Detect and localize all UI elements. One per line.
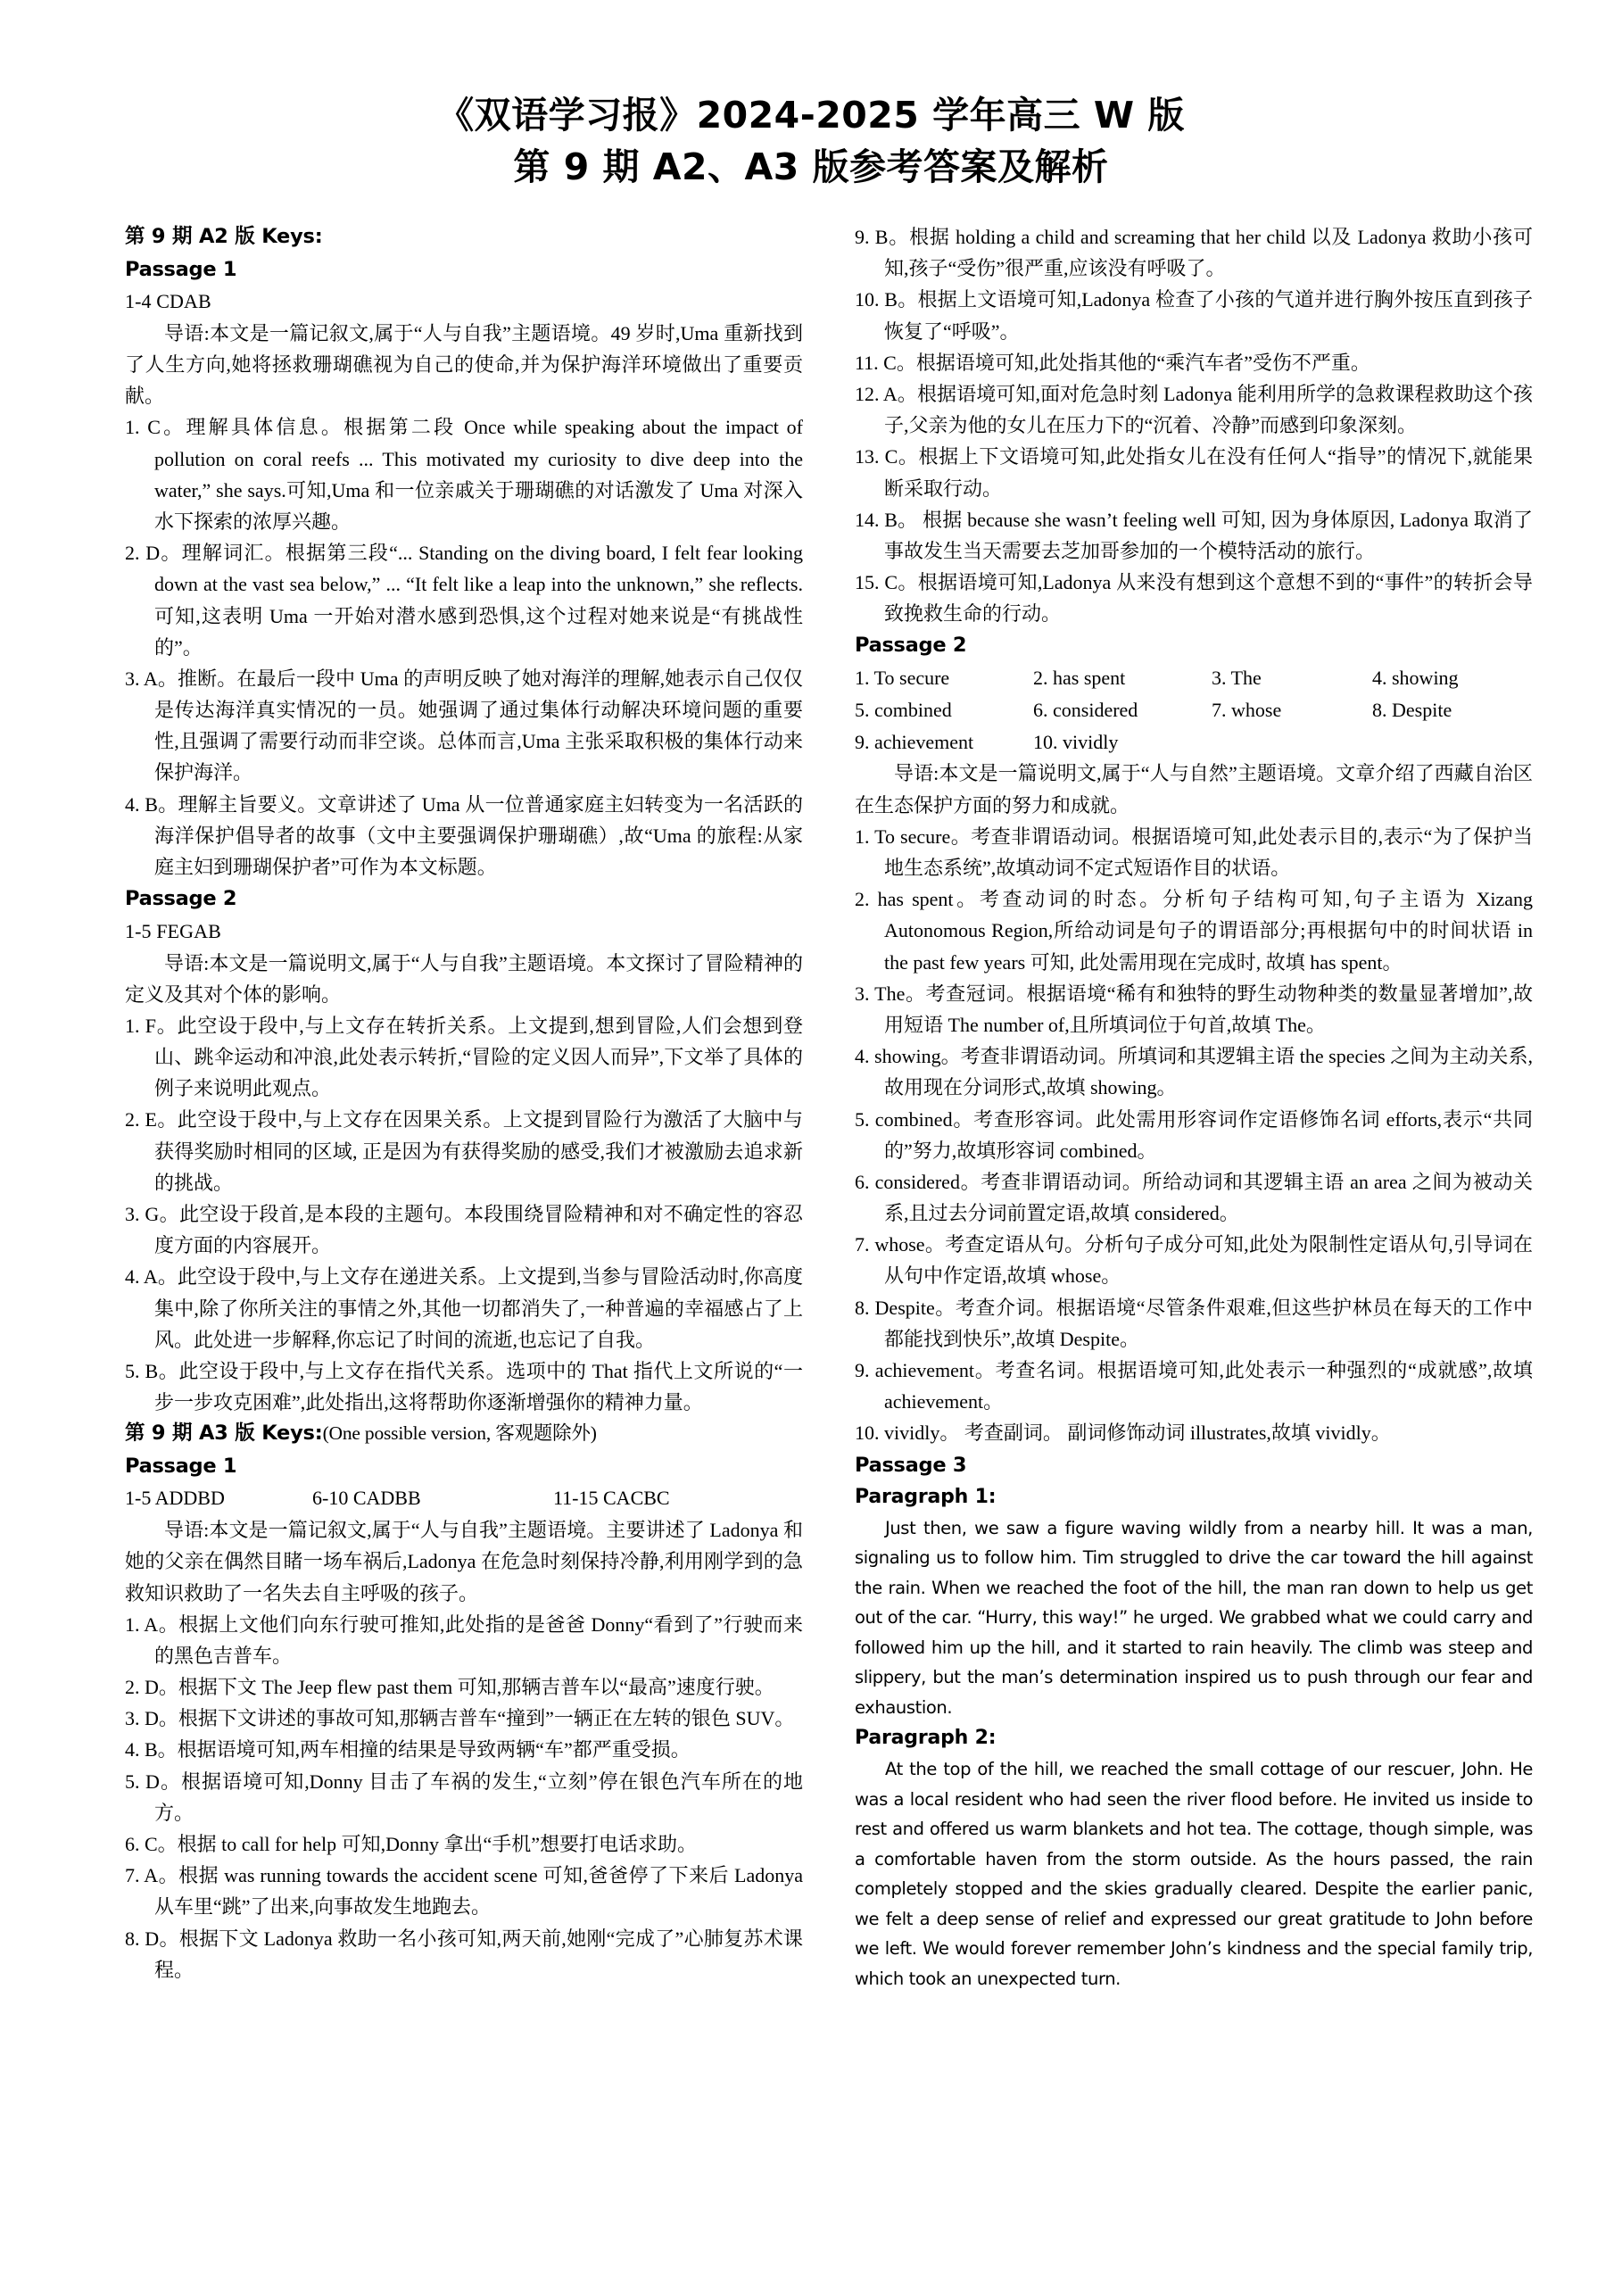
list-item: 1. To secure。考查非谓语动词。根据语境可知,此处表示目的,表示“为了保护当地生态系统”,故填动词不定式短语作目的状语。 xyxy=(855,825,1533,880)
list-item: 4. B。根据语境可知,两车相撞的结果是导致两辆“车”都严重受损。 xyxy=(125,1738,691,1761)
a3-passage1-lead: 导语:本文是一篇记叙文,属于“人与自我”主题语境。主要讲述了 Ladonya 和她的父亲在偶然目睹一场车祸后,Ladonya 在危急时刻保持冷静,利用刚学到的急救知识救助了一名失去自主呼吸的孩子。 xyxy=(125,1519,803,1604)
a3-keys-heading xyxy=(125,1418,803,1450)
list-item: 5. D。根据语境可知,Donny 目击了车祸的发生,“立刻”停在银色汽车所在的地方。 xyxy=(125,1770,803,1824)
list-item: 2. D。理解词汇。根据第三段“... Standing on the diving board, I felt fear looking down at the vast sea below,” ... “It felt like a leap into the unknown,” she reflects.可知,这表明 Uma 一开始对潜水感到恐惧,这个过程对她来说是“有挑战性的”。 xyxy=(125,542,803,659)
left-passage2-heading: Passage 2 xyxy=(125,887,237,911)
right-column xyxy=(855,221,1533,1993)
fill-answer: 10. vividly xyxy=(1033,730,1119,753)
left-passage2-answers: 1-5 FEGAB xyxy=(125,919,221,942)
a3-keys-heading-main: 第 9 期 A3 版 Keys: xyxy=(125,1422,323,1446)
left-passage1-heading: Passage 1 xyxy=(125,257,237,281)
list-item: 7. whose。考查定语从句。分析句子成分可知,此处为限制性定语从句,引导词在从句中作定语,故填 whose。 xyxy=(855,1233,1533,1288)
fill-answer: 2. has spent xyxy=(1033,666,1126,689)
two-column-body xyxy=(0,221,1622,1993)
a3-keys-heading-note: (One possible version, 客观题除外) xyxy=(322,1422,597,1445)
fill-answer: 7. whose xyxy=(1212,698,1282,721)
left-column xyxy=(125,221,803,1993)
list-item: 4. B。理解主旨要义。文章讲述了 Uma 从一位普通家庭主妇转变为一名活跃的海洋保护倡导者的故事（文中主要强调保护珊瑚礁）,故“Uma 的旅程:从家庭主妇到珊瑚保护者”可作为本文标题。 xyxy=(125,792,803,879)
title-line-2: 第 9 期 A2、A3 版参考答案及解析 xyxy=(513,145,1109,189)
left-passage2-lead: 导语:本文是一篇说明文,属于“人与自我”主题语境。本文探讨了冒险精神的定义及其对个体的影响。 xyxy=(125,951,803,1006)
fill-answer: 8. Despite xyxy=(1372,698,1452,721)
a2-keys-heading: 第 9 期 A2 版 Keys: xyxy=(125,225,323,248)
answer-range-1: 1-5 ADDBD xyxy=(125,1487,225,1510)
list-item: 1. F。此空设于段中,与上文存在转折关系。上文提到,想到冒险,人们会想到登山、跳伞运动和冲浪,此处表示转折,“冒险的定义因人而异”,下文举了具体的例子来说明此观点。 xyxy=(125,1014,803,1100)
fill-answer: 6. considered xyxy=(1033,698,1138,721)
list-item: 11. C。根据语境可知,此处指其他的“乘汽车者”受伤不严重。 xyxy=(855,351,1370,374)
list-item: 10. vividly。 考查副词。 副词修饰动词 illustrates,故填 vividly。 xyxy=(855,1422,1391,1445)
list-item: 7. A。根据 was running towards the accident scene 可知,爸爸停了下来后 Ladonya 从车里“跳”了出来,向事故发生地跑去。 xyxy=(125,1864,803,1919)
fill-answer: 4. showing xyxy=(1372,666,1459,689)
answer-range-2: 6-10 CADBB xyxy=(312,1487,421,1510)
list-item: 12. A。根据语境可知,面对危急时刻 Ladonya 能利用所学的急救课程救助这个孩子,父亲为他的女儿在压力下的“沉着、冷静”而感到印象深刻。 xyxy=(855,382,1533,437)
right-passage2-fill-answers xyxy=(855,662,1533,758)
list-item: 3. The。考查冠词。根据语境“稀有和独特的野生动物种类的数量显著增加”,故用短语 The number of,且所填词位于句首,故填 The。 xyxy=(855,982,1533,1036)
list-item: 10. B。根据上文语境可知,Ladonya 检查了小孩的气道并进行胸外按压直到孩子恢复了“呼吸”。 xyxy=(855,288,1533,343)
list-item: 8. D。根据下文 Ladonya 救助一名小孩可知,两天前,她刚“完成了”心肺复苏术课程。 xyxy=(125,1927,803,1981)
list-item: 2. D。根据下文 The Jeep flew past them 可知,那辆吉普车以“最高”速度行驶。 xyxy=(125,1676,774,1699)
a3-passage1-answers xyxy=(125,1482,803,1514)
paragraph1-text: Just then, we saw a figure waving wildly from a nearby hill. It was a man, signaling us to follow him. Tim struggled to drive the car toward the hill against the rain. When we reached the foot of the hill, the man ran down to help us get out of the car. “Hurry, this way!” he urged. We grabbed what we could carry and followed him up the hill, and it started to rain heavily. The climb was steep and slippery, but the man’s determination inspired us to push through our fear and exhaustion. xyxy=(855,1517,1533,1718)
list-item: 14. B。 根据 because she wasn’t feeling well 可知, 因为身体原因, Ladonya 取消了事故发生当天需要去芝加哥参加的一个模特活动的旅行。 xyxy=(855,508,1533,562)
list-item: 3. D。根据下文讲述的事故可知,那辆吉普车“撞到”一辆正在左转的银色 SUV。 xyxy=(125,1707,795,1730)
right-passage3-heading: Passage 3 xyxy=(855,1453,967,1477)
list-item: 9. achievement。考查名词。根据语境可知,此处表示一种强烈的“成就感”,故填 achievement。 xyxy=(855,1359,1533,1413)
left-passage1-lead: 导语:本文是一篇记叙文,属于“人与自我”主题语境。49 岁时,Uma 重新找到了人生方向,她将拯救珊瑚礁视为自己的使命,并为保护海洋环境做出了重要贡献。 xyxy=(125,321,803,408)
list-item: 2. has spent。考查动词的时态。分析句子结构可知,句子主语为 Xizang Autonomous Region,所给动词是句子的谓语部分;再根据句中的时间状语 in the past few years 可知, 此处需用现在完成时, 故填 has spent。 xyxy=(855,888,1533,974)
list-item: 1. A。根据上文他们向东行驶可推知,此处指的是爸爸 Donny“看到了”行驶而来的黑色吉普车。 xyxy=(125,1612,803,1667)
right-passage2-heading: Passage 2 xyxy=(855,634,967,658)
list-item: 13. C。根据上下文语境可知,此处指女儿在没有任何人“指导”的情况下,就能果断采取行动。 xyxy=(855,445,1533,500)
list-item: 6. C。根据 to call for help 可知,Donny 拿出“手机”想要打电话求助。 xyxy=(125,1833,697,1856)
a3-passage1-heading: Passage 1 xyxy=(125,1454,237,1478)
fill-answer: 1. To secure xyxy=(855,666,950,689)
page-title xyxy=(0,0,1622,193)
fill-answer: 5. combined xyxy=(855,698,952,721)
paragraph2-text: At the top of the hill, we reached the small cottage of our rescuer, John. He was a local resident who had seen the river flood before. He invited us inside to rest and offered us warm blankets and hot tea. The cottage, though simple, was a comfortable haven from the storm outside. As the hours passed, the rain completely stopped and the skies gradually cleared. Despite the earlier panic, we felt a deep sense of relief and expressed our great gratitude to John before we left. We would forever remember John’s kindness and the special family trip, which took an unexpected turn. xyxy=(855,1758,1533,1989)
list-item: 8. Despite。考查介词。根据语境“尽管条件艰难,但这些护林员在每天的工作中都能找到快乐”,故填 Despite。 xyxy=(855,1296,1533,1350)
list-item: 3. G。此空设于段首,是本段的主题句。本段围绕冒险精神和对不确定性的容忍度方面的内容展开。 xyxy=(125,1203,803,1257)
answer-range-3: 11-15 CACBC xyxy=(553,1487,670,1510)
paragraph2-label: Paragraph 2: xyxy=(855,1727,997,1750)
paragraph1-label: Paragraph 1: xyxy=(855,1486,997,1509)
list-item: 3. A。推断。在最后一段中 Uma 的声明反映了她对海洋的理解,她表示自己仅仅是传达海洋真实情况的一员。她强调了通过集体行动解决环境问题的重要性,且强调了需要行动而非空谈。总体而言,Uma 主张采取积极的集体行动来保护海洋。 xyxy=(125,667,803,784)
fill-answer: 3. The xyxy=(1212,666,1262,689)
list-item: 1. C。理解具体信息。根据第二段 Once while speaking about the impact of pollution on coral reefs ... This motivated my curiosity to dive deep into the water,” she says.可知,Uma 和一位亲戚关于珊瑚礁的对话激发了 Uma 对深入水下探索的浓厚兴趣。 xyxy=(125,416,803,533)
right-passage2-lead: 导语:本文是一篇说明文,属于“人与自然”主题语境。文章介绍了西藏自治区在生态保护方面的努力和成就。 xyxy=(855,762,1533,816)
list-item: 2. E。此空设于段中,与上文存在因果关系。上文提到冒险行为激活了大脑中与获得奖励时相同的区域, 正是因为有获得奖励的感受,我们才被激励去追求新的挑战。 xyxy=(125,1108,803,1194)
left-passage1-answers: 1-4 CDAB xyxy=(125,289,211,312)
list-item: 15. C。根据语境可知,Ladonya 从来没有想到这个意想不到的“事件”的转折会导致挽救生命的行动。 xyxy=(855,571,1533,626)
fill-answer: 9. achievement xyxy=(855,730,974,753)
list-item: 4. A。此空设于段中,与上文存在递进关系。上文提到,当参与冒险活动时,你高度集中,除了你所关注的事情之外,其他一切都消失了,一种普遍的幸福感占了上风。此处进一步解释,你忘记了时间的流逝,也忘记了自我。 xyxy=(125,1265,803,1351)
list-item: 9. B。根据 holding a child and screaming that her child 以及 Ladonya 救助小孩可知,孩子“受伤”很严重,应该没有呼吸了。 xyxy=(855,226,1533,280)
list-item: 5. combined。考查形容词。此处需用形容词作定语修饰名词 efforts,表示“共同的”努力,故填形容词 combined。 xyxy=(855,1107,1533,1162)
list-item: 6. considered。考查非谓语动词。所给动词和其逻辑主语 an area 之间为被动关系,且过去分词前置定语,故填 considered。 xyxy=(855,1170,1533,1225)
list-item: 5. B。此空设于段中,与上文存在指代关系。选项中的 That 指代上文所说的“一步一步攻克困难”,此处指出,这将帮助你逐渐增强你的精神力量。 xyxy=(125,1359,803,1414)
title-line-1: 《双语学习报》2024-2025 学年高三 W 版 xyxy=(437,94,1185,137)
list-item: 4. showing。考查非谓语动词。所填词和其逻辑主语 the species 之间为主动关系,故用现在分词形式,故填 showing。 xyxy=(855,1045,1533,1099)
